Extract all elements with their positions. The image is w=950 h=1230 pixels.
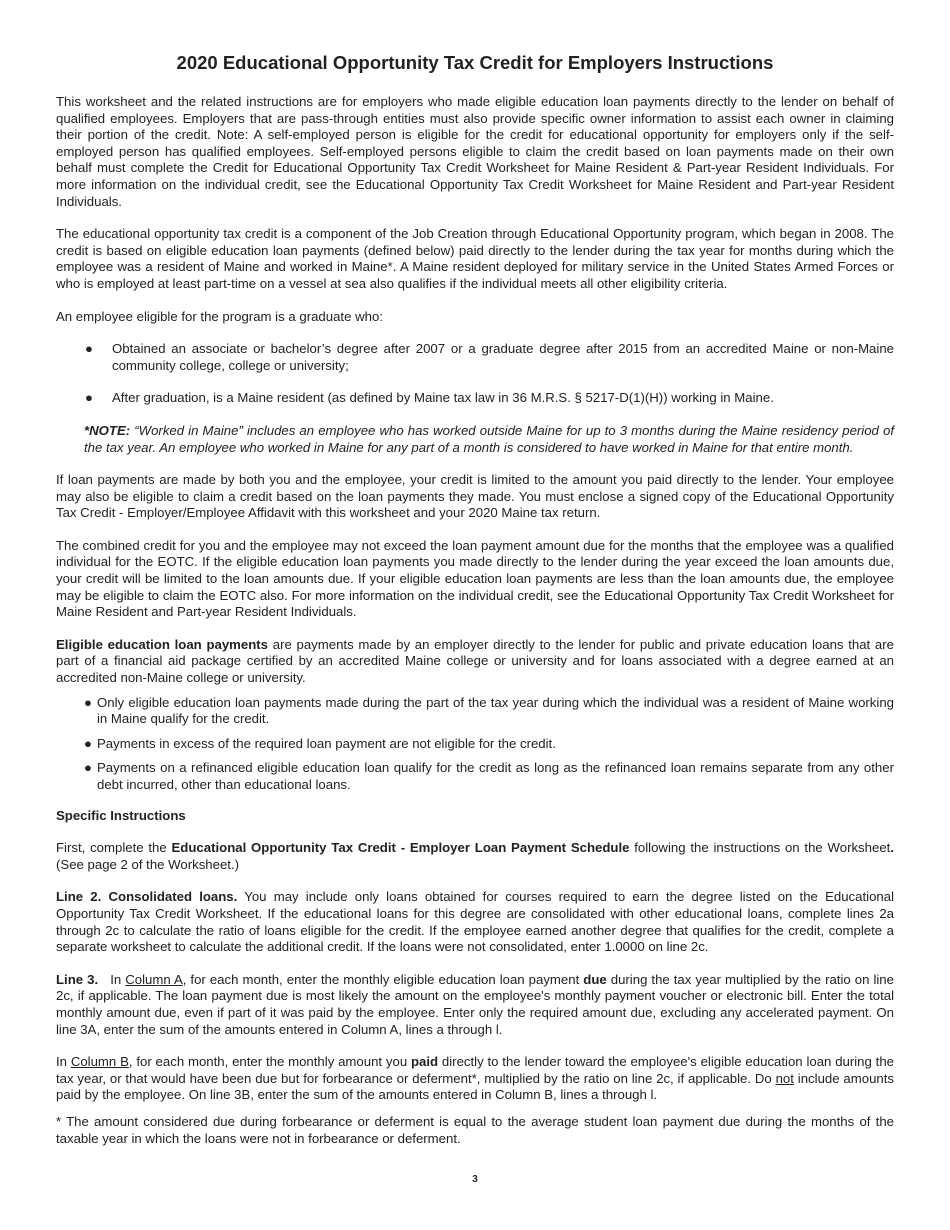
payment-rules-list [56, 695, 894, 794]
specific-instructions-heading: Specific Instructions [56, 807, 186, 823]
program-paragraph: The educational opportunity tax credit is a component of the Job Creation through Educational Opportunity program, which began in 2008. The credit is based on eligible education loan payments (defined below) paid directly to the lender during the tax year for months during which the employee was a resident of Maine and worked in Maine*. A Maine resident deployed for military service in the United States Armed Forces or who is employed at least part-time on a vessel at sea also qualifies if the individual meets all other eligibility criteria. [56, 226, 894, 291]
page-title: 2020 Educational Opportunity Tax Credit for Employers Instructions [176, 52, 774, 73]
combined-credit-paragraph: The combined credit for you and the employee may not exceed the loan payment amount due for the months that the employee was a qualified individual for the EOTC. If the eligible education loan payments you made directly to the lender during the year exceed the loan amounts due, your credit will be limited to the loan amounts due. If your eligible education loan payments are less than the loan amounts due, the employee may be eligible to claim the EOTC also. For more information on the individual credit, see the Educational Opportunity Tax Credit Worksheet for Maine Resident and Part-year Resident Individuals. [56, 537, 894, 620]
schedule-name: Educational Opportunity Tax Credit - Employer Loan Payment Schedule [171, 840, 630, 856]
line-2-label: Line 2. Consolidated loans. [56, 889, 238, 905]
line-3-label: Line 3. [56, 971, 99, 987]
list-item: ● After graduation, is a Maine resident (as defined by Maine tax law in 36 M.R.S. § 5217-D(1)(H)) working in Maine. [85, 390, 774, 406]
first-paragraph: First, complete the Educational Opportunity Tax Credit - Employer Loan Payment Schedule following the instructions on the Worksheet. (See page 2 of the Worksheet.) [56, 840, 894, 872]
worked-in-maine-note [84, 423, 894, 456]
column-b-paragraph: In Column B, for each month, enter the monthly amount you paid directly to the lender toward the employee's eligible education loan during the tax year, or that would have been due but for forbearance or deferment*, multiplied by the ratio on line 2c, if applicable. Do not include amounts paid by the employee. On line 3B, enter the sum of the amounts entered in Column B, lines a through l. [56, 1054, 894, 1103]
list-item: ● Payments in excess of the required loan payment are not eligible for the credit. [84, 735, 556, 751]
eligible-payments-paragraph: Eligible education loan payments are payments made by an employer directly to the lender for public and private education loans that are part of a financial aid package certified by an accredited Maine college or university and for loans associated with a degree earned at an accredited non-Maine college or university. [56, 636, 894, 686]
bullet-icon: ● [84, 694, 92, 710]
bullet-icon: ● [84, 760, 92, 776]
bullet-icon: ● [85, 390, 93, 406]
column-a-label: Column A [125, 971, 183, 987]
bullet-icon: ● [84, 735, 92, 751]
eligible-payments-label: Eligible education loan payments [56, 636, 269, 652]
note-label: *NOTE: [84, 422, 131, 438]
bullet-icon: ● [85, 341, 93, 357]
eligible-intro: An employee eligible for the program is a graduate who: [56, 308, 383, 324]
page-number: 3 [472, 1174, 478, 1185]
both-payments-paragraph: If loan payments are made by both you and the employee, your credit is limited to the amount you paid directly to the lender. Your employee may also be eligible to claim a credit based on the loan payments they made. You must enclose a signed copy of the Educational Opportunity Tax Credit - Employer/Employee Affidavit with this worksheet and your 2020 Maine tax return. [56, 472, 894, 521]
footnote: * The amount considered due during forbearance or deferment is equal to the average student loan payment due during the months of the taxable year in which the loans were not in forbearance or deferment. [56, 1113, 894, 1146]
column-b-label: Column B [70, 1054, 129, 1070]
note-text: “Worked in Maine” includes an employee who has worked outside Maine for up to 3 months during the Maine residency period of the tax year. An employee who worked in Maine for any part of a month is considered to have worked in Maine for that entire month. [84, 422, 894, 455]
eligibility-list [56, 341, 894, 407]
intro-paragraph: This worksheet and the related instructions are for employers who made eligible education loan payments directly to the lender on behalf of qualified employees. Employers that are pass-through entities must also provide specific owner information to assist each owner in claiming their portion of the credit. Note: A self-employed person is eligible for the credit for educational opportunity for employers only if the self-employed person has qualified employees. Self-employed persons eligible to claim the credit based on loan payments made on their own behalf must complete the Credit for Educational Opportunity Tax Credit Worksheet for Maine Resident & Part-year Resident Individuals. For more information on the individual credit, see the Educational Opportunity Tax Credit Worksheet for Maine Resident and Part-year Resident Individuals. [56, 94, 894, 209]
instructions-page [56, 52, 894, 1163]
line-3-paragraph: Line 3. In Column A, for each month, enter the monthly eligible education loan payment due during the tax year multiplied by the ratio on line 2c, if applicable. The loan payment due is most likely the amount on the employee's monthly payment voucher or electronic bill. Enter the total monthly amount due, even if part of it was paid by the employee. Enter only the required amount due, excluding any accelerated payment. On line 3A, enter the sum of the amounts entered in Column A, lines a through l. [56, 971, 894, 1037]
list-item: ● Only eligible education loan payments made during the part of the tax year during which the individual was a resident of Maine working in Maine qualify for the credit. [84, 694, 894, 727]
list-item: ● Payments on a refinanced eligible education loan qualify for the credit as long as the refinanced loan remains separate from any other debt incurred, other than educational loans. [84, 760, 894, 792]
line-2-paragraph: Line 2. Consolidated loans. You may include only loans obtained for courses required to earn the degree listed on the Educational Opportunity Tax Credit Worksheet. If the educational loans for this degree are consolidated with other educational loans, complete lines 2a through 2c to calculate the ratio of loans eligible for the credit. If the employee earned another degree that qualifies for the credit, complete a separate worksheet to calculate the additional credit. If the loans were not consolidated, enter 1.0000 on line 2c. [56, 889, 895, 955]
list-item: ● Obtained an associate or bachelor’s degree after 2007 or a graduate degree after 2015 from an accredited Maine or non-Maine community college, college or university; [85, 341, 894, 373]
